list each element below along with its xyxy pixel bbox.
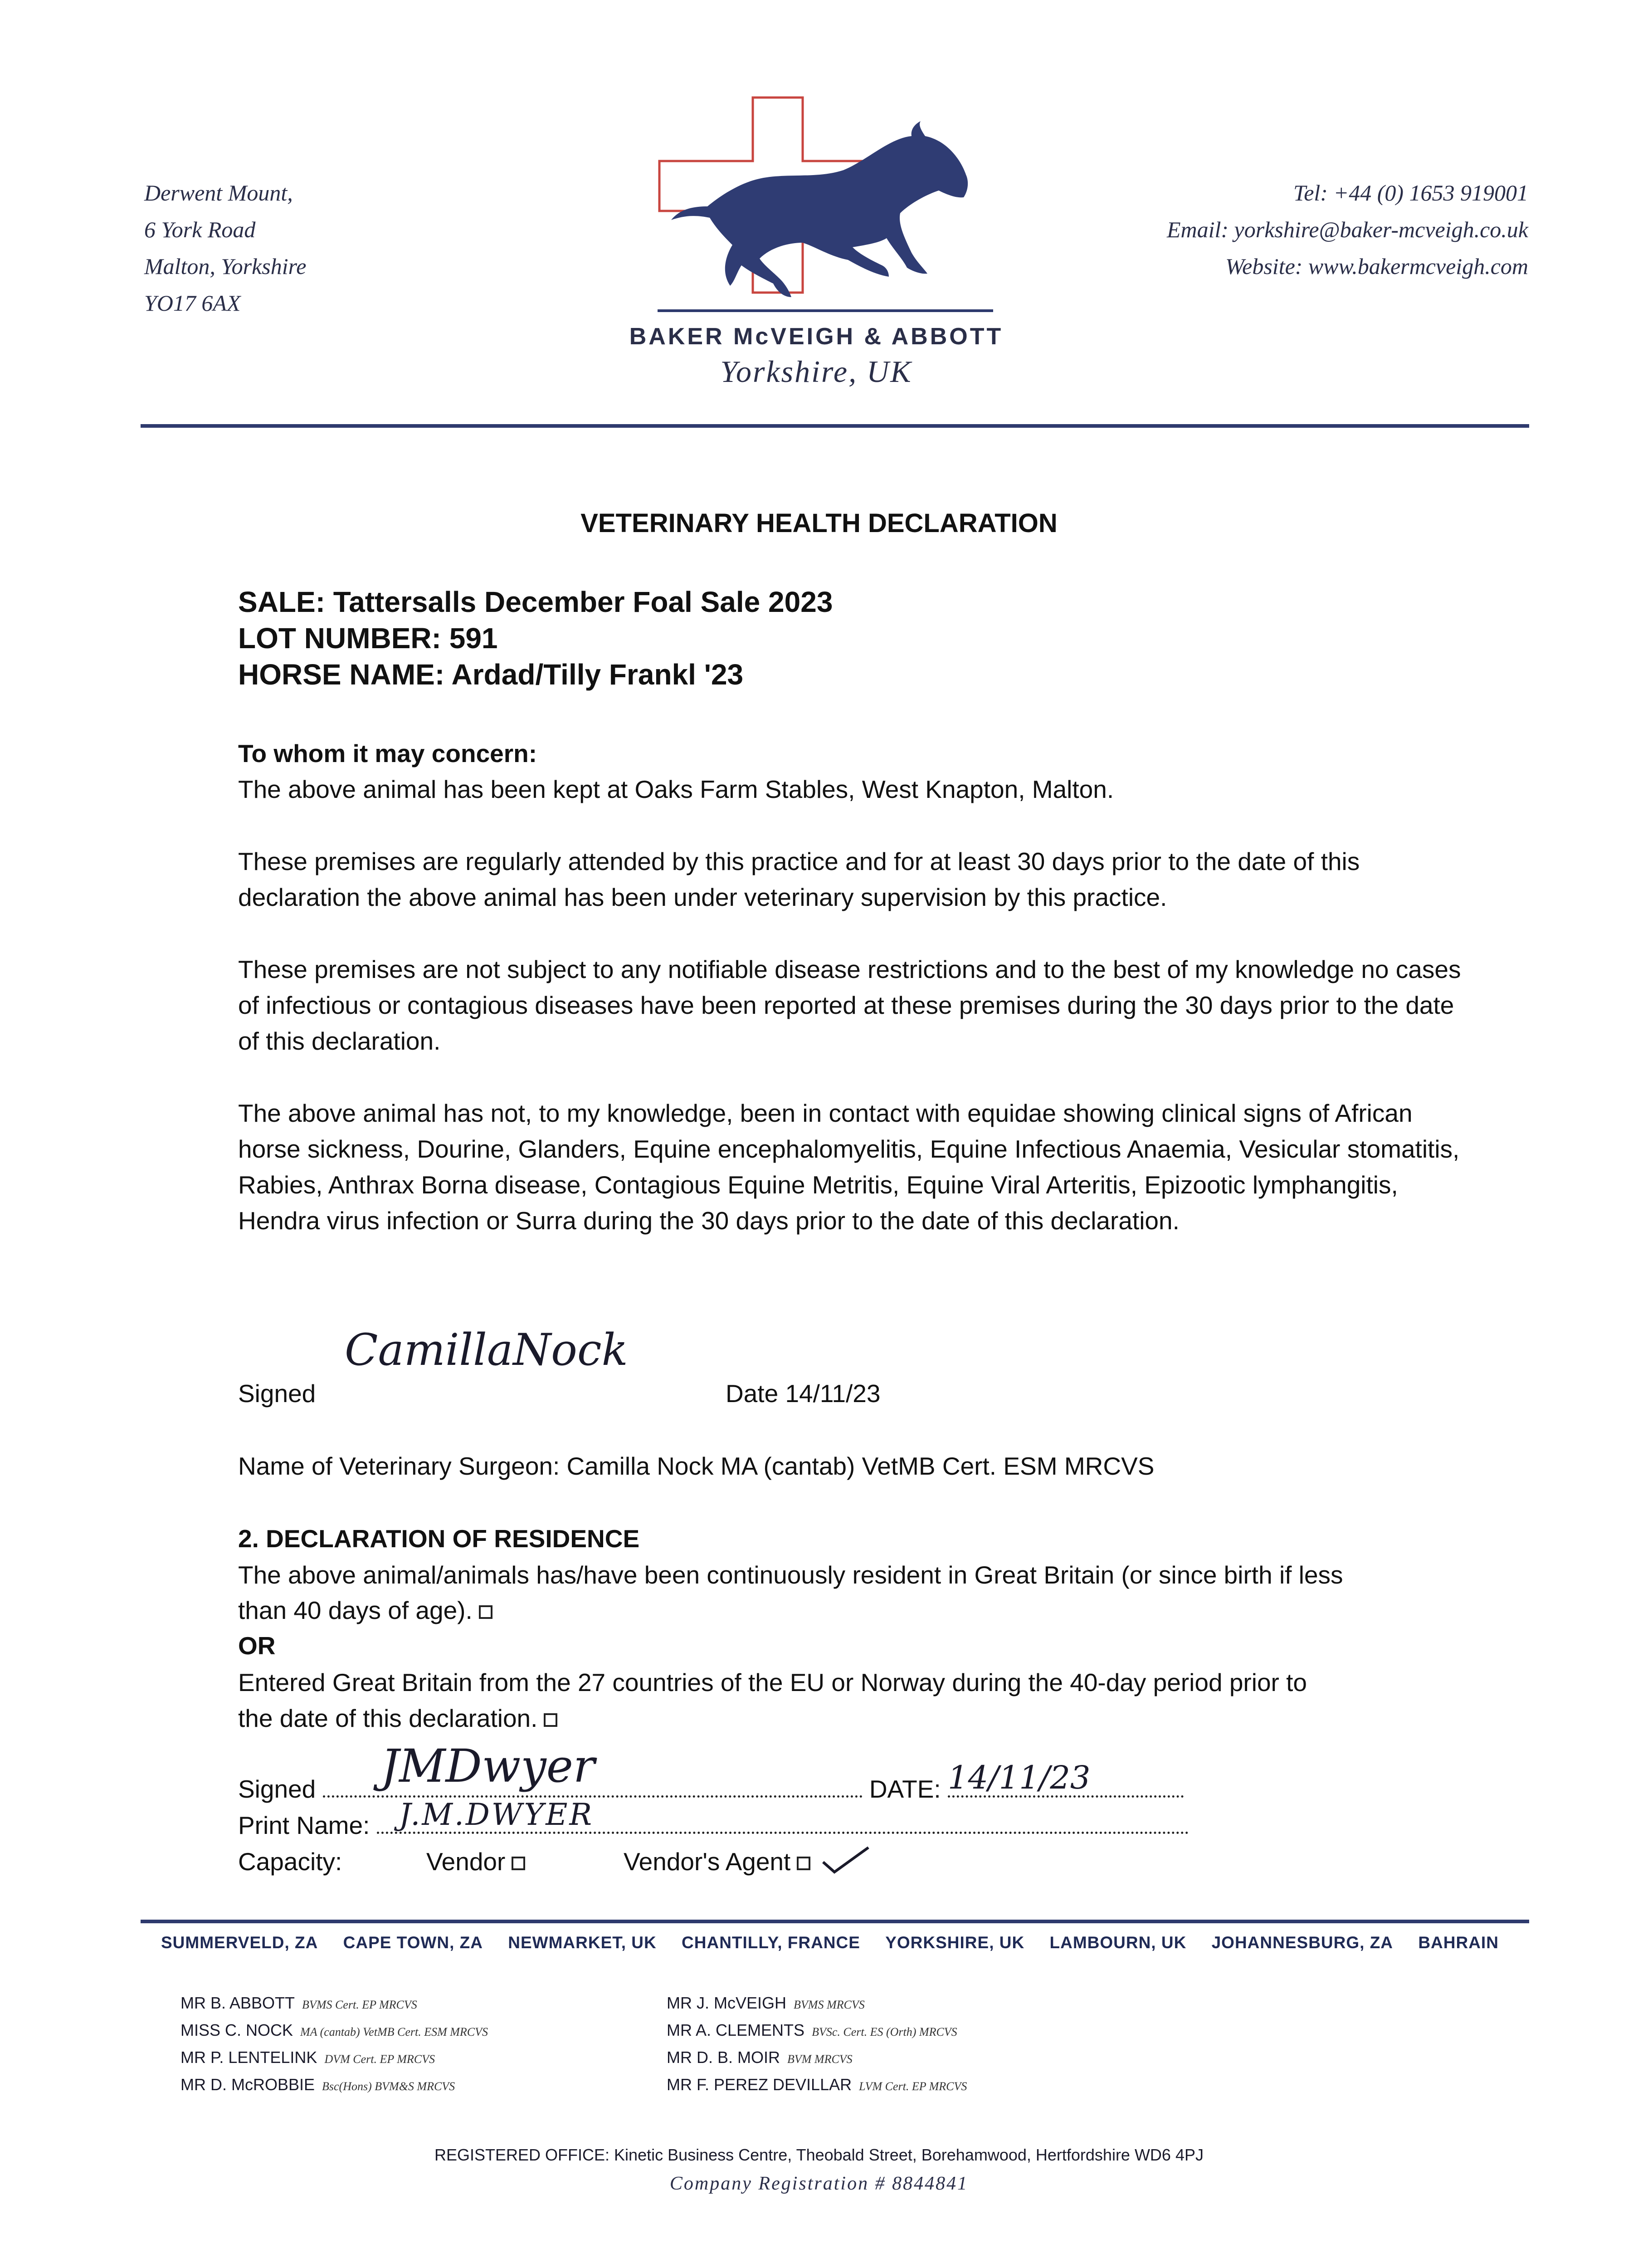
location-item: CAPE TOWN, ZA xyxy=(343,1933,483,1952)
location-item: YORKSHIRE, UK xyxy=(885,1933,1025,1952)
staff-name: MISS C. NOCK xyxy=(180,2021,293,2039)
lot-number-line: LOT NUMBER: 591 xyxy=(238,622,498,655)
vendors-agent-checkbox[interactable] xyxy=(797,1857,810,1870)
location-item: LAMBOURN, UK xyxy=(1049,1933,1187,1952)
header-divider xyxy=(141,424,1529,428)
website-line: Website: www.bakermcveigh.com xyxy=(1225,254,1528,279)
paragraph-2: These premises are regularly attended by this practice and for at least 30 days prior to the date of this declaration the above animal has been under veterinary supervision by this practice. xyxy=(238,847,1360,911)
staff-name: MR D. B. MOIR xyxy=(667,2048,780,2067)
salutation: To whom it may concern: xyxy=(238,739,537,767)
capacity-label: Capacity: xyxy=(238,1848,342,1876)
residence-date-label: DATE: xyxy=(869,1775,941,1803)
paragraph-1: The above animal has been kept at Oaks Farm Stables, West Knapton, Malton. xyxy=(238,775,1114,803)
registered-office: REGISTERED OFFICE: Kinetic Business Centre, Theobald Street, Borehamwood, Hertfordshire WD6 4PJ xyxy=(434,2146,1204,2164)
location-item: CHANTILLY, FRANCE xyxy=(682,1933,860,1952)
brand-location: Yorkshire, UK xyxy=(720,354,912,389)
resident-checkbox[interactable] xyxy=(479,1605,492,1619)
address-line: 6 York Road xyxy=(144,217,256,242)
footer-divider xyxy=(141,1920,1529,1923)
staff-qualification: DVM Cert. EP MRCVS xyxy=(324,2053,435,2066)
vet-signed-label: Signed xyxy=(238,1379,316,1408)
vendor-checkbox[interactable] xyxy=(512,1857,525,1870)
location-item: SUMMERVELD, ZA xyxy=(161,1933,318,1952)
residence-option-2-line-1: Entered Great Britain from the 27 countries of the EU or Norway during the 40-day period prior to xyxy=(238,1668,1307,1696)
entered-gb-checkbox[interactable] xyxy=(544,1713,557,1727)
paragraph-4: The above animal has not, to my knowledge, been in contact with equidae showing clinical signs of African horse sickness, Dourine, Glanders, Equine encephalomyelitis, Equine Infectious Anaemia, Vesicular stomatitis, Rabies, Anthrax Borna disease, Contagious Equine Metritis, Equine Viral Arteritis, Epizootic lymphangitis, Hendra virus infection or Surra during the 30 days prior to the date of this declaration. xyxy=(238,1099,1460,1235)
practice-address xyxy=(144,175,306,322)
staff-qualification: BVMS Cert. EP MRCVS xyxy=(302,1998,417,2011)
staff-name: MR A. CLEMENTS xyxy=(667,2021,805,2039)
practice-logo xyxy=(653,93,998,320)
vet-signature: CamillaNock xyxy=(345,1325,628,1375)
staff-qualification: Bsc(Hons) BVM&S MRCVS xyxy=(322,2080,455,2093)
checkmark-icon xyxy=(821,1844,871,1876)
vendors-agent-label: Vendor's Agent xyxy=(624,1848,791,1876)
paragraph-3: These premises are not subject to any notifiable disease restrictions and to the best of my knowledge no cases of infectious or contagious diseases have been reported at these premises during the 30 days prior to the date of this declaration. xyxy=(238,955,1461,1055)
galloping-horse-icon xyxy=(671,121,968,297)
print-name-row xyxy=(238,1811,1189,1840)
location-item: NEWMARKET, UK xyxy=(508,1933,657,1952)
residence-heading: 2. DECLARATION OF RESIDENCE xyxy=(238,1525,640,1553)
document-title: VETERINARY HEALTH DECLARATION xyxy=(580,508,1058,538)
print-name-label: Print Name: xyxy=(238,1811,370,1839)
practice-contact xyxy=(1167,175,1528,285)
vet-name-line: Name of Veterinary Surgeon: Camilla Nock MA (cantab) VetMB Cert. ESM MRCVS xyxy=(238,1452,1155,1480)
residence-option-2-line-2: the date of this declaration. xyxy=(238,1704,538,1732)
staff-name: MR D. McROBBIE xyxy=(180,2075,315,2094)
staff-qualification: BVM MRCVS xyxy=(787,2053,853,2066)
staff-name: MR J. McVEIGH xyxy=(667,1994,787,2012)
residence-date-value: 14/11/23 xyxy=(948,1759,1091,1796)
residence-signed-label: Signed xyxy=(238,1775,316,1803)
print-name-value: J.M.DWYER xyxy=(399,1797,594,1832)
address-line: Derwent Mount, xyxy=(144,180,293,205)
residence-option-1-line-2: than 40 days of age). xyxy=(238,1596,473,1624)
sale-line: SALE: Tattersalls December Foal Sale 2023 xyxy=(238,586,833,618)
staff-qualification: BVSc. Cert. ES (Orth) MRCVS xyxy=(812,2025,957,2038)
email-line: Email: yorkshire@baker-mcveigh.co.uk xyxy=(1166,217,1528,242)
company-registration: Company Registration # 8844841 xyxy=(669,2173,969,2194)
phone-line: Tel: +44 (0) 1653 919001 xyxy=(1293,180,1528,205)
vendor-label: Vendor xyxy=(426,1848,506,1876)
vet-date: Date 14/11/23 xyxy=(726,1379,881,1408)
staff-qualification: LVM Cert. EP MRCVS xyxy=(859,2080,967,2093)
residence-option-1-line-1: The above animal/animals has/have been continuously resident in Great Britain (or since birth if less xyxy=(238,1561,1343,1589)
staff-qualification: BVMS MRCVS xyxy=(794,1998,865,2011)
staff-list-right xyxy=(667,1990,967,2099)
office-locations xyxy=(161,1933,1499,1952)
address-line: YO17 6AX xyxy=(144,290,241,316)
staff-name: MR P. LENTELINK xyxy=(180,2048,317,2067)
location-item: JOHANNESBURG, ZA xyxy=(1211,1933,1394,1952)
brand-name: BAKER McVEIGH & ABBOTT xyxy=(629,323,1004,350)
staff-qualification: MA (cantab) VetMB Cert. ESM MRCVS xyxy=(300,2025,488,2038)
staff-name: MR B. ABBOTT xyxy=(180,1994,295,2012)
staff-name: MR F. PEREZ DEVILLAR xyxy=(667,2075,852,2094)
staff-list-left xyxy=(180,1990,488,2099)
address-line: Malton, Yorkshire xyxy=(144,254,307,279)
or-label: OR xyxy=(238,1632,276,1660)
location-item: BAHRAIN xyxy=(1418,1933,1499,1952)
residence-signature: JMDwyer xyxy=(381,1740,595,1793)
horse-name-line: HORSE NAME: Ardad/Tilly Frankl '23 xyxy=(238,658,744,691)
